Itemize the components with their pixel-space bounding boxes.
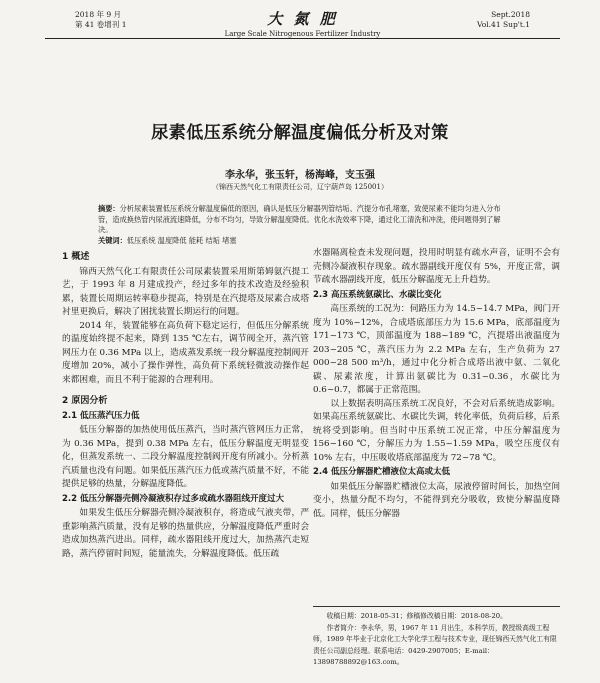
section-2-1-paragraph: 低压分解器的加热使用低压蒸汽，当时蒸汽管网压力正常，为 0.36 MPa，提到 0.38 MPa 左右，低压分解温度无明显变化，但蒸发系统一、二段分解温度控制阀开度有所减小。分析蒸汽质量也没有问题。如果低压蒸汽压力低或蒸汽质量不好，不能提供足够的热量，分解温度降低。	[62, 425, 309, 489]
keywords	[98, 236, 510, 247]
right-column	[313, 247, 560, 521]
running-header	[45, 8, 560, 39]
section-2-3-paragraph-1: 高压系统的工况为：伺路压力为 14.5~14.7 MPa，阀门开度为 10%~12%，合成塔底部压力为 15.6 MPa，底部温度为 171~173 ℃，顶部温度为 188~189 ℃，汽提塔出液温度为 203~205 ℃，蒸汽压力为 2.2 MPa 左右，生产负荷为 27 000~28 500 m³/h，通过中化分析合成塔出液中氨、二氧化碳、尿素浓度，计算出氨碳比为 0.31~0.36，水碳比为 0.6~0.7，都属于正常范围。	[313, 304, 560, 395]
paper-authors: 李永华，张玉轩，杨海峰，支玉强	[225, 170, 375, 181]
section-2-4-heading: 2.4 低压分解器贮槽液位太高或太低	[313, 467, 451, 477]
section-2-heading: 2 原因分析	[62, 396, 108, 406]
abstract-text: 分析尿素装置低压系统分解温度偏低的原因，确认是低压分解器列管结垢、汽提分布孔堵塞，致使尿素不能均匀进入分布管，造成换热管内尿液流速降低，分布不均匀，导致分解温度降低。优化水洗效率下降，通过化工清洗和冲洗，使问题得到了解决。	[98, 204, 501, 235]
keywords-label: 关键词：	[98, 236, 127, 246]
continued-paragraph: 水器隔离检查未发现问题，投用时明显有疏水声音，证明不会有壳侧冷凝液积存现象。疏水器副线开度仅有 5%，开度正常，调节疏水器副线开度，低压分解温度无上升趋势。	[313, 248, 560, 285]
section-2-2-paragraph: 如果发生低压分解器壳侧冷凝液积存，将造成气液夹带，严重影响蒸汽质量，没有足够的热量供应，分解温度降低严重时会造成加热蒸汽进出。同样，疏水器阻线开度过大，加热蒸汽走短路，蒸汽停留时间短，能量流失，分解温度降低。低压疏	[62, 508, 309, 559]
section-1-paragraph-1: 锦西天然气化工有限责任公司尿素装置采用斯第姆氨汽提工艺，于 1993 年 8 月建成投产，经过多年的技术改造及经验积累，装置长周期运转率稳步提高，特别是在汽提塔及尿素合成塔衬里更换后，解决了困扰装置长期运行的问题。	[62, 266, 309, 317]
footnote-received: 收稿日期：2018-05-31；修稿修改稿日期：2018-08-20。	[326, 612, 507, 620]
footnote	[313, 606, 560, 669]
section-2-4-paragraph: 如果低压分解器贮槽液位太高，尿液停留时间长，加热空间变小，热量分配不均匀，不能得到充分吸收，致使分解温度降低。同样，低压分解器	[313, 481, 560, 519]
abstract	[98, 204, 510, 236]
section-2-2-heading: 2.2 低压分解器壳侧冷凝液积存过多或疏水器阻线开度过大	[62, 493, 285, 504]
header-date: 2018 年 9 月	[75, 10, 122, 19]
header-right	[477, 10, 530, 30]
section-2-1-heading: 2.1 低压蒸汽压力低	[62, 410, 140, 421]
section-2-3-paragraph-2: 以上数据表明高压系统工况良好，不会对后系统造成影响。如果高压系统氨碳比、水碳比失调，转化率低，负荷后移，后系统将受到影响。但当时中压系统工况正常，中压分解温度为 156~160 ℃，分解压力为 1.55~1.59 MPa，吸空压度仅有 10% 左右，中压吸收塔底部温度为 72~78 ℃。	[313, 398, 560, 463]
section-1-paragraph-2: 2014 年，装置能够在高负荷下稳定运行，但低压分解系统的温度始终提不起来，降到 135 ℃左右，调节阀全开，蒸汽管网压力在 0.36 MPa 以上，造成蒸发系统一段分解温度控制阀开度增加 20%，减小了操作弹性，高负荷下系统轻微波动操作起来都困难，而且不利于能源的合理利用。	[62, 320, 309, 385]
paper-title: 尿素低压系统分解温度偏低分析及对策	[151, 123, 449, 143]
journal-english-name: Large Scale Nitrogenous Fertilizer Industry	[224, 30, 381, 38]
paper-affiliation: （锦西天然气化工有限责任公司，辽宁葫芦岛 125001）	[212, 183, 388, 191]
section-2-3-heading: 2.3 高压系统氨碳比、水碳比变化	[313, 289, 442, 300]
header-date-en: Sept.2018	[491, 10, 530, 19]
left-column	[62, 247, 309, 561]
abstract-block	[98, 204, 510, 247]
footnote-author-bio: 作者简介：李永华，男，1967 年 11 月出生，本科学历，教授级高级工程师，1989 年毕业于北京化工大学化学工程与技术专业，现任锦西天然气化工有限责任公司副总经理。联系电话：0429-2907005；E-mail：13898788892@163.com。	[313, 623, 557, 666]
header-volume: 第 41 卷增刊 1	[75, 20, 127, 29]
journal-logo: 大 氮 肥	[267, 10, 338, 28]
keywords-text: 低压系统 温度降低 能耗 结垢 堵塞	[126, 236, 237, 246]
header-volume-en: Vol.41 Sup't.1	[477, 20, 530, 29]
section-1-heading: 1 概述	[62, 252, 90, 262]
abstract-label: 摘要：	[98, 204, 120, 213]
